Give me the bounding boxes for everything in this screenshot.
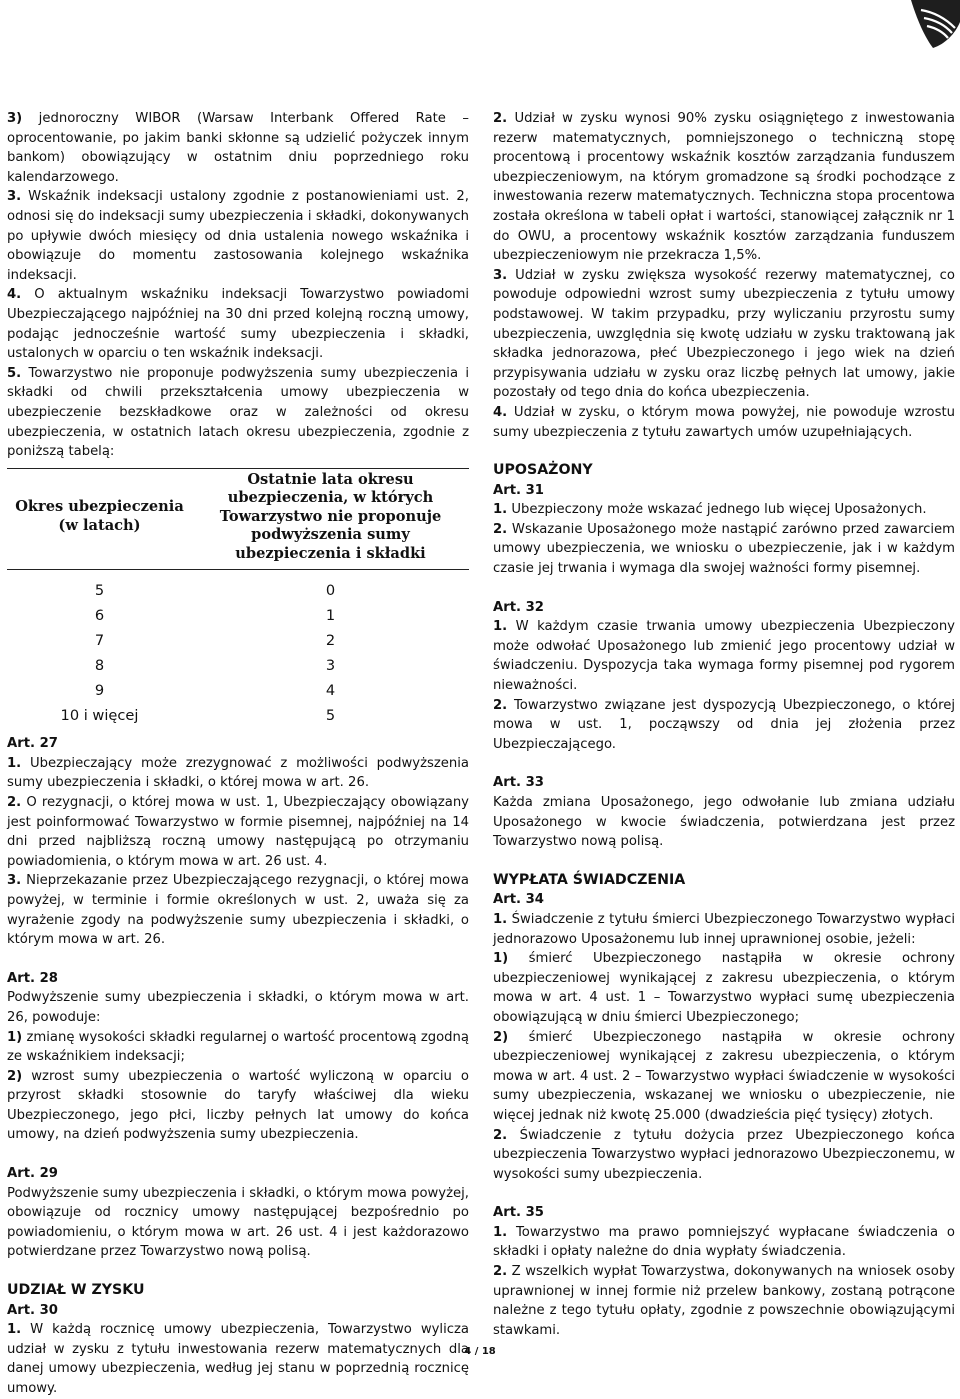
table-cell-years: 4 (325, 681, 336, 699)
table-cell-years: 1 (325, 606, 336, 624)
paragraph (493, 403, 955, 442)
paragraph-text: Towarzystwo związane jest dyspozycją Ubezpieczonego, o której mowa w ust. 1, począwszy od dnia jej złożenia przez Ubezpieczającego. (493, 697, 955, 752)
left-column (7, 109, 469, 1399)
table-row (7, 653, 469, 678)
paragraph-text: Towarzystwo nie proponuje podwyższenia sumy ubezpieczenia i składki od chwili przekształcenia umowy ubezpieczenia w ubezpieczenie bezskładkowe oraz w zależności od okresu ubezpieczenia, w ostatnich latach okresu ubezpieczenia, zgodnie z poniższą tabelą: (7, 365, 469, 460)
indexation-table (7, 468, 469, 729)
paragraph (7, 109, 469, 187)
article-title: Art. 34 (493, 892, 544, 908)
article-35 (493, 1203, 955, 1340)
paragraph (493, 696, 955, 755)
paragraph (493, 617, 955, 695)
paragraph (7, 1067, 469, 1145)
table-header-last-years: Ostatnie lata okresu ubezpieczenia, w których Towarzystwo nie proponuje podwyższenia sumy ubezpieczenia i składki (219, 470, 442, 562)
table-cell-years: 2 (325, 631, 336, 649)
paragraph: Podwyższenie sumy ubezpieczenia i składki, o którym mowa powyżej, obowiązuje od rocznicy umowy następującej bezpośrednio po powiadomieniu, o którym mowa w art. 26 ust. 4 i jest każdorazowo potwierdzane przez Towarzystwo nową polisą. (7, 1185, 469, 1260)
section-benefit-payment (493, 871, 955, 1185)
paragraph-text: Świadczenie z tytułu śmierci Ubezpieczonego Towarzystwo wypłaci jednorazowo Uposażonemu lub innej uprawnionej osobie, jeżeli: (493, 911, 955, 947)
item-number: 1. (7, 755, 22, 771)
table-cell-period: 9 (94, 681, 105, 699)
table-cell-years: 5 (325, 706, 336, 724)
item-number: 1. (493, 1224, 508, 1240)
paragraph: Podwyższenie sumy ubezpieczenia i składki, o którym mowa w art. 26, powoduje: (7, 990, 469, 1025)
paragraph (7, 1320, 469, 1398)
paragraph (7, 871, 469, 949)
item-number: 2. (493, 1264, 508, 1280)
item-number: 1. (493, 502, 508, 518)
article-title: Art. 30 (7, 1302, 58, 1318)
article-29 (7, 1164, 469, 1262)
paragraph (493, 1028, 955, 1126)
paragraph-text: Udział w zysku zwiększa wysokość rezerwy matematycznej, co powoduje odpowiedni wzrost sumy ubezpieczenia z tytułu umowy podstawowej. W takim przypadku, przy wyliczaniu przyrostu sumy ubezpieczenia, uwzględnia się kwotę udziału w zysku traktowaną jak składka jednorazowa, płeć Ubezpieczonego i jego wiek na dzień przypisywania udziału w zysku oraz liczbę pełnych lat umowy, jakie pozostały od tego dnia do końca ubezpieczenia. (493, 267, 955, 401)
section-heading: UDZIAŁ W ZYSKU (7, 1282, 145, 1299)
paragraph-text: Wskaźnik indeksacji ustalony zgodnie z postanowieniami ust. 2, odnosi się do indeksacji sumy ubezpieczenia i składki, dokonywanych po upływie dwóch miesięcy od dnia ustalenia nowego wskaźnika i obowiązuje do momentu zastosowania kolejnego wskaźnika indeksacji. (7, 189, 469, 283)
item-number: 1. (7, 1322, 22, 1338)
paragraph-text: Wskazanie Uposażonego może nastąpić zarówno przed zawarciem umowy ubezpieczenia, we wniosku o ubezpieczenie, jak i w każdym czasie jej trwania i wymaga dla swojej ważności formy pisemnej. (493, 521, 955, 577)
item-number: 3. (493, 267, 508, 283)
article-33 (493, 773, 955, 851)
paragraph-text: zmianę wysokości składki regularnej o wartość procentową zgodną ze wskaźnikiem indeksacji; (7, 1029, 469, 1065)
paragraph (493, 266, 955, 403)
table-cell-period: 10 i więcej (60, 706, 139, 724)
paragraph-text: Ubezpieczający może zrezygnować z możliwości podwyższenia sumy ubezpieczenia i składki, o której mowa w art. 26. (7, 755, 469, 791)
article-28 (7, 969, 469, 1145)
item-number: 3. (7, 873, 22, 889)
article-32 (493, 598, 955, 755)
section-heading: UPOSAŻONY (493, 462, 593, 479)
paragraph-text: Z wszelkich wypłat Towarzystwa, dokonywanych na wniosek osoby uprawnionej w innej formie niż przelew bankowy, zostaną potrącone należne z tego tytułu opłaty, zgodnie z powszechnie obowiązującymi stawkami. (493, 1264, 955, 1338)
table-cell-period: 5 (94, 581, 105, 599)
paragraph-text: O rezygnacji, o której mowa w ust. 1, Ubezpieczający obowiązany jest poinformować Towarzystwo w formie pisemnej, najpóźniej na 14 dni przed najbliższą roczną umowy następującą po otrzymaniu powiadomienia, o którym mowa w art. 26 ust. 4. (7, 794, 469, 869)
paragraph (7, 1028, 469, 1067)
item-number: 1. (493, 619, 508, 635)
section-heading: WYPŁATA ŚWIADCZENIA (493, 871, 686, 888)
item-number: 5. (7, 365, 22, 381)
item-number: 4. (493, 404, 508, 420)
table-header-period: Okres ubezpieczenia (w latach) (15, 498, 184, 534)
paragraph (7, 285, 469, 363)
item-number: 2. (7, 794, 22, 810)
paragraph (7, 793, 469, 871)
paragraph (7, 187, 469, 285)
paragraph (493, 910, 955, 949)
paragraph-text: śmierć Ubezpieczonego nastąpiła w okresie ochrony ubezpieczeniowej wynikającej z zakresu ubezpieczenia, o którym mowa w art. 4 ust. 2 – Towarzystwo wypłaci świadczenie w wysokości sumy ubezpieczenia, wskazanej we wniosku o ubezpieczenie, nie więcej jednak niż kwotę 25.000 (dwadzieścia pięć tysięcy) złotych. (493, 1029, 955, 1123)
table-cell-period: 7 (94, 631, 105, 649)
article-title: Art. 27 (7, 736, 58, 752)
article-title: Art. 31 (493, 482, 544, 498)
item-number: 2) (493, 1029, 509, 1045)
paragraph (493, 520, 955, 579)
table-row (7, 678, 469, 703)
paragraph-text: jednoroczny WIBOR (Warsaw Interbank Offered Rate – oprocentowanie, po jakim banki skłonne są udzielić pożyczek innym bankom) obowiązujący w ostatnim dniu poprzedniego roku kalendarzowego. (7, 111, 469, 185)
paragraph-text: wzrost sumy ubezpieczenia o wartość wyliczoną w oparciu o przyrost składki stosownie do taryfy właściwej dla wieku Ubezpieczonego, jego płci, liczby pełnych lat umowy do końca umowy, na dzień podwyższenia sumy ubezpieczenia. (7, 1068, 469, 1143)
item-number: 1) (493, 951, 509, 967)
article-title: Art. 29 (7, 1166, 58, 1182)
table-cell-years: 3 (325, 656, 336, 674)
table-row (7, 570, 469, 604)
right-column (493, 109, 955, 1340)
item-number: 3. (7, 189, 22, 205)
paragraph-text: Udział w zysku, o którym mowa powyżej, nie powoduje wzrostu sumy ubezpieczenia z tytułu zawartych umów uzupełniających. (493, 404, 955, 440)
item-number: 1. (493, 911, 508, 927)
item-number: 2) (7, 1068, 23, 1084)
table-cell-period: 8 (94, 656, 105, 674)
article-title: Art. 28 (7, 970, 58, 986)
paragraph (7, 364, 469, 462)
section-beneficiary (493, 461, 955, 579)
table-row (7, 703, 469, 728)
paragraph-text: Udział w zysku wynosi 90% zysku osiągniętego z inwestowania rezerw matematycznych, pomniejszonego o techniczną stopę procentową i procentowy wskaźnik kosztów zarządzania funduszem ubezpieczeniowym, na którym gromadzone są środki pochodzące z inwestowania rezerw matematycznych. Techniczna stopa procentowa została określona w tabeli opłat i wartości, stanowiącej załącznik nr 1 do OWU, a procentowy wskaźnik kosztów zarządzania funduszem ubezpieczeniowym nie przekracza 1,5%. (493, 111, 955, 264)
paragraph (493, 1126, 955, 1185)
item-number: 2. (493, 697, 508, 713)
item-number: 2. (493, 521, 508, 537)
paragraph-text: W każdym czasie trwania umowy ubezpieczenia Ubezpieczony może odwołać Uposażonego lub zmienić jego procentowy udział w świadczeniu. Dyspozycja taka wymaga formy pisemnej pod rygorem nieważności. (493, 619, 955, 694)
paragraph (493, 1223, 955, 1262)
paragraph (493, 1262, 955, 1340)
company-logo-icon (905, 0, 960, 48)
paragraph-text: W każdą rocznicę umowy ubezpieczenia, Towarzystwo wylicza udział w zysku z tytułu inwestowania rezerw matematycznych dla danej umowy ubezpieczenia, według jej stanu w poprzednią rocznicę umowy. (7, 1322, 469, 1396)
table-header-row (7, 468, 469, 570)
item-number: 2. (493, 111, 508, 126)
page-number: 4 / 18 (464, 1346, 496, 1357)
paragraph-text: Świadczenie z tytułu dożycia przez Ubezpieczonego końca ubezpieczenia Towarzystwo wypłaci jednorazowo Ubezpieczonemu, w wysokości sumy ubezpieczenia. (493, 1127, 955, 1182)
table-cell-years: 0 (325, 581, 336, 599)
article-title: Art. 33 (493, 775, 544, 791)
article-title: Art. 32 (493, 599, 544, 615)
paragraph (493, 949, 955, 1027)
table-row (7, 628, 469, 653)
paragraph (493, 109, 955, 266)
paragraph-text: śmierć Ubezpieczonego nastąpiła w okresie ochrony ubezpieczeniowej wynikającej z zakresu ubezpieczenia, o którym mowa w art. 4 ust. 1 – Towarzystwo wypłaci sumę ubezpieczenia obowiązującą w dniu śmierci Ubezpieczonego; (493, 951, 955, 1025)
section-profit-share (7, 1281, 469, 1399)
item-number: 2. (493, 1127, 508, 1143)
paragraph (493, 500, 955, 520)
paragraph-text: Ubezpieczony może wskazać jednego lub więcej Uposażonych. (507, 502, 927, 518)
item-number: 4. (7, 287, 22, 303)
item-number: 3) (7, 111, 23, 126)
article-title: Art. 35 (493, 1205, 544, 1221)
paragraph-text: Towarzystwo ma prawo pomniejszyć wypłacane świadczenia o składki i opłaty należne do dnia wypłaty świadczenia. (493, 1224, 955, 1260)
paragraph: Każda zmiana Uposażonego, jego odwołanie lub zmiana udziału Uposażonego w kwocie świadczenia, potwierdzana jest przez Towarzystwo nową polisą. (493, 795, 955, 850)
item-number: 1) (7, 1029, 23, 1045)
paragraph-text: O aktualnym wskaźniku indeksacji Towarzystwo powiadomi Ubezpieczającego najpóźniej na 30 dni przed kolejną roczną umowy, podając jednocześnie wartość sumy ubezpieczenia i składki, ustalonych w oparciu o ten wskaźnik indeksacji. (7, 287, 469, 362)
table-cell-period: 6 (94, 606, 105, 624)
paragraph-text: Nieprzekazanie przez Ubezpieczającego rezygnacji, o której mowa powyżej, w terminie i formie określonych w ust. 2, uważa się za wyrażenie zgody na podwyższenie sumy ubezpieczenia i składki, o którym mowa w art. 26. (7, 873, 469, 948)
table-row (7, 603, 469, 628)
article-27 (7, 734, 469, 950)
paragraph (7, 754, 469, 793)
